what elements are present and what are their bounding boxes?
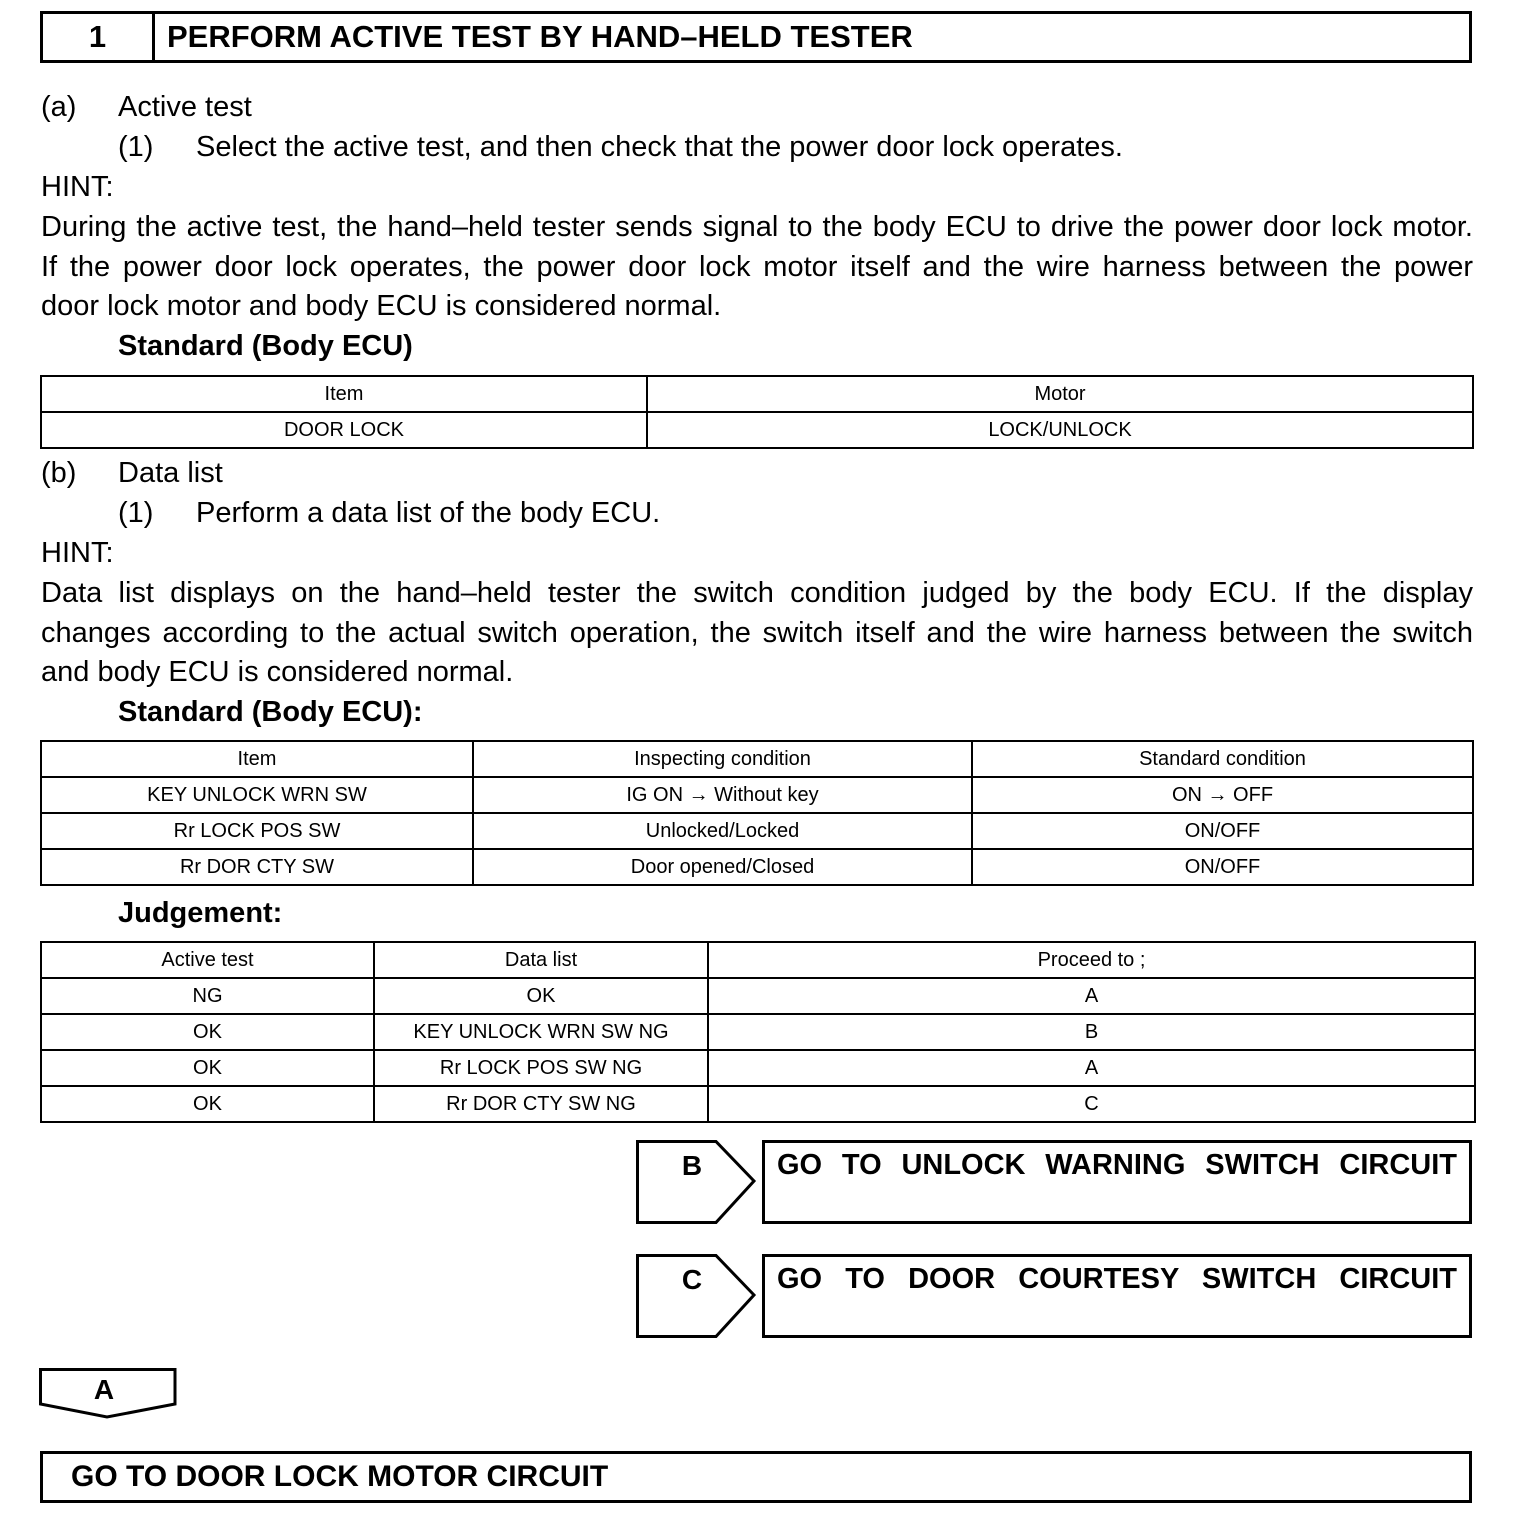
table-header-cell: Item [41, 376, 647, 412]
table-cell: A [708, 1050, 1475, 1086]
hint-a-line-1: During the active test, the hand–held tester sends signal to the body ECU to drive the power door lock motor. [41, 211, 1473, 243]
jump-tag-a-label: A [93, 1374, 115, 1405]
table-cell: B [708, 1014, 1475, 1050]
table-cell: A [708, 978, 1475, 1014]
data-list-standard-table [40, 740, 1474, 886]
table-header-cell: Item [41, 741, 473, 777]
goto-door-lock-motor-text: GO TO DOOR LOCK MOTOR CIRCUIT [71, 1460, 609, 1493]
section-b-heading: Data list [118, 457, 223, 489]
table-cell: Unlocked/Locked [473, 813, 972, 849]
hint-b-line-2: changes according to the actual switch operation, the switch itself and the wire harness between the switch [41, 617, 1473, 649]
table-header-row [41, 376, 1473, 412]
standard-label-b: Standard (Body ECU): [118, 696, 423, 728]
section-a-instruction: Select the active test, and then check that the power door lock operates. [196, 131, 1123, 163]
table-header-cell: Proceed to ; [708, 942, 1475, 978]
table-cell: ON → OFF [972, 777, 1473, 813]
hint-b-line-1: Data list displays on the hand–held tester the switch condition judged by the body ECU. If the display [41, 577, 1473, 609]
jump-tag-b-label: B [681, 1150, 703, 1181]
goto-unlock-warning-switch-box[interactable] [762, 1140, 1472, 1224]
step-title: PERFORM ACTIVE TEST BY HAND–HELD TESTER [167, 19, 913, 54]
table-header-cell: Motor [647, 376, 1473, 412]
table-cell: OK [41, 1050, 374, 1086]
section-b-sub-marker: (1) [118, 497, 154, 529]
jump-tag-a[interactable] [39, 1368, 177, 1420]
section-a-heading: Active test [118, 91, 252, 123]
section-a-sub-marker: (1) [118, 131, 154, 163]
table-header-row [41, 741, 1473, 777]
table-row [41, 1086, 1475, 1122]
table-cell: Rr LOCK POS SW [41, 813, 473, 849]
section-b-instruction: Perform a data list of the body ECU. [196, 497, 661, 529]
table-cell: KEY UNLOCK WRN SW NG [374, 1014, 708, 1050]
standard-label-a: Standard (Body ECU) [118, 330, 413, 362]
active-test-standard-table [40, 375, 1474, 449]
table-header-cell: Inspecting condition [473, 741, 972, 777]
hint-label-a: HINT: [41, 171, 114, 203]
section-b-marker: (b) [41, 457, 77, 489]
table-cell: NG [41, 978, 374, 1014]
table-cell: C [708, 1086, 1475, 1122]
hint-a-line-2: If the power door lock operates, the power door lock motor itself and the wire harness between the power [41, 251, 1473, 283]
table-cell: Rr LOCK POS SW NG [374, 1050, 708, 1086]
step-number: 1 [43, 14, 155, 60]
table-row [41, 1050, 1475, 1086]
table-cell: ON/OFF [972, 813, 1473, 849]
table-cell: OK [41, 1014, 374, 1050]
table-row [41, 849, 1473, 885]
goto-door-courtesy-switch-box[interactable] [762, 1254, 1472, 1338]
table-row [41, 978, 1475, 1014]
table-row [41, 813, 1473, 849]
table-cell: DOOR LOCK [41, 412, 647, 448]
table-cell: Rr DOR CTY SW NG [374, 1086, 708, 1122]
jump-tag-b[interactable] [636, 1140, 758, 1224]
goto-door-lock-motor-box[interactable] [40, 1451, 1472, 1503]
hint-label-b: HINT: [41, 537, 114, 569]
table-cell: OK [374, 978, 708, 1014]
table-header-row [41, 942, 1475, 978]
table-cell: IG ON → Without key [473, 777, 972, 813]
table-header-cell: Standard condition [972, 741, 1473, 777]
table-cell: LOCK/UNLOCK [647, 412, 1473, 448]
section-a-marker: (a) [41, 91, 77, 123]
table-row [41, 777, 1473, 813]
hint-a-line-3: door lock motor and body ECU is considered normal. [41, 290, 722, 322]
table-cell: ON/OFF [972, 849, 1473, 885]
table-header-cell: Data list [374, 942, 708, 978]
goto-unlock-warning-switch-text: GO TO UNLOCK WARNING SWITCH CIRCUIT [777, 1149, 1457, 1181]
judgement-table [40, 941, 1476, 1123]
table-cell: Rr DOR CTY SW [41, 849, 473, 885]
jump-tag-c[interactable] [636, 1254, 758, 1338]
jump-tag-c-label: C [681, 1264, 703, 1295]
table-cell: KEY UNLOCK WRN SW [41, 777, 473, 813]
table-cell: Door opened/Closed [473, 849, 972, 885]
judgement-label: Judgement: [118, 897, 283, 929]
goto-door-courtesy-switch-text: GO TO DOOR COURTESY SWITCH CIRCUIT [777, 1263, 1457, 1295]
table-row [41, 1014, 1475, 1050]
table-cell: OK [41, 1086, 374, 1122]
table-row [41, 412, 1473, 448]
table-header-cell: Active test [41, 942, 374, 978]
step-header [40, 11, 1472, 63]
hint-b-line-3: and body ECU is considered normal. [41, 656, 514, 688]
